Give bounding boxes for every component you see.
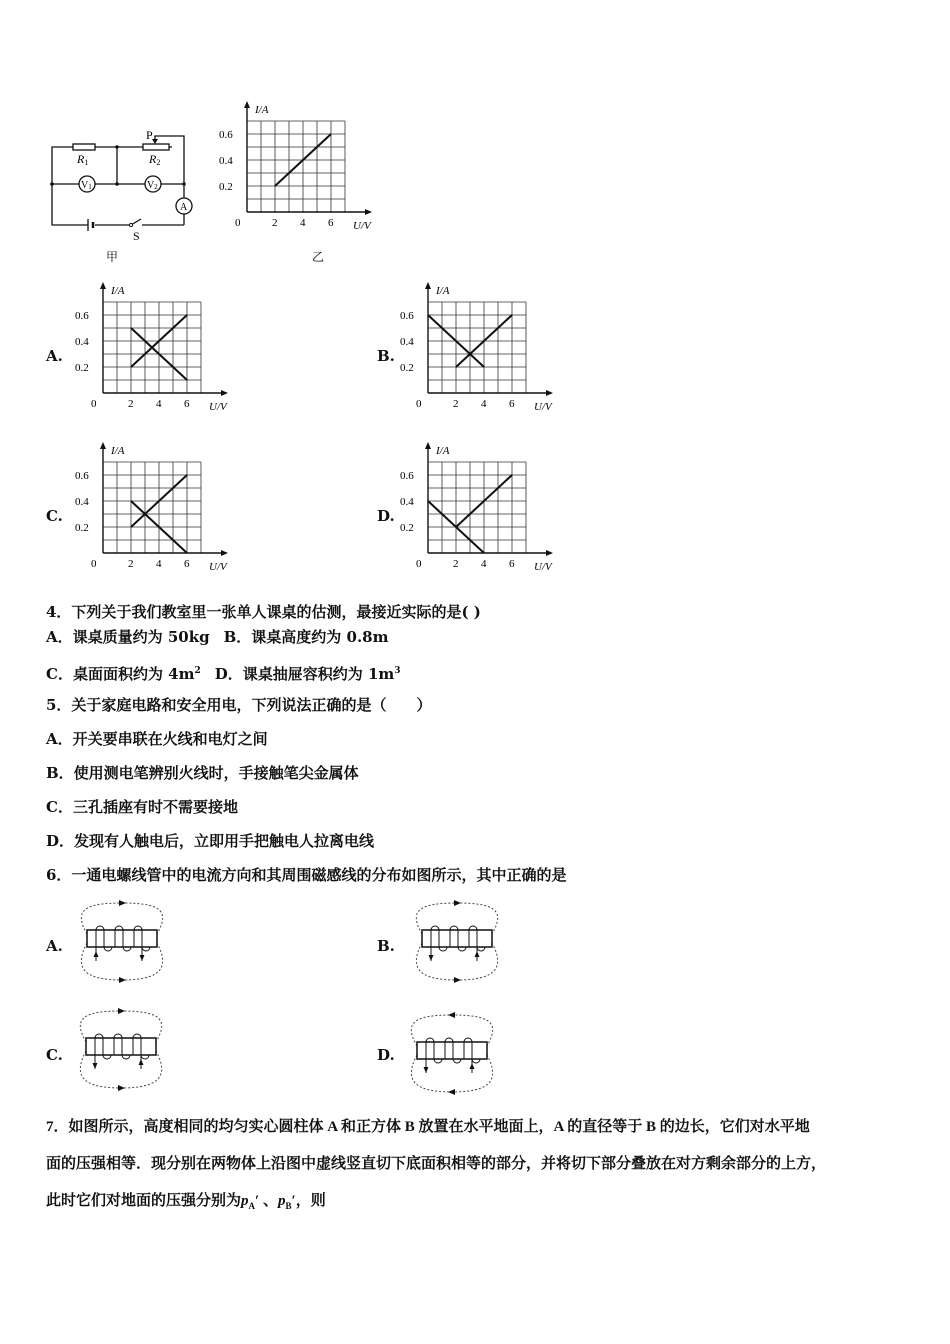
r1-label: R1 — [77, 152, 89, 167]
v2-label: V2 — [147, 180, 158, 191]
current-arrow-up — [139, 1059, 144, 1065]
x-tick-label: 2 — [453, 558, 459, 570]
x-axis-arrow — [365, 209, 372, 215]
field-line-bottom — [80, 1051, 161, 1088]
field-line-bottom — [416, 943, 497, 980]
y-tick-label: 0.2 — [400, 522, 414, 534]
solenoid-core — [86, 1038, 156, 1055]
ammeter-label: A — [180, 202, 188, 213]
current-arrow-up — [470, 1063, 475, 1069]
resistor-r1 — [73, 144, 95, 150]
q5-option-b[interactable]: B．使用测电笔辨别火线时，手接触笔尖金属体 — [46, 764, 359, 782]
q4-option-d[interactable]: D．课桌抽屉容积约为 $1m^3$ — [214, 665, 401, 683]
y-tick-label: 0.6 — [75, 470, 89, 482]
q5-stem: 5．关于家庭电路和安全用电，下列说法正确的是（ ） — [46, 696, 432, 714]
y-axis-label: I/A — [255, 104, 269, 116]
graph-caption: 乙 — [312, 250, 325, 264]
current-arrow-down — [424, 1067, 429, 1073]
y-tick-label: 0.4 — [400, 496, 414, 508]
x-tick-label: 4 — [300, 217, 306, 229]
v1-label: V1 — [81, 180, 92, 191]
q7-line-1: 7．如图所示，高度相同的均匀实心圆柱体 A 和正方体 B 放置在水平地面上，A 的直径等于 B 的边长，它们对水平地 — [46, 1119, 810, 1135]
field-line-bottom — [411, 1055, 492, 1092]
y-axis-label: I/A — [111, 445, 125, 457]
q5-option-a[interactable]: A．开关要串联在火线和电灯之间 — [46, 730, 268, 748]
x-tick-label: 6 — [184, 558, 190, 570]
q5-option-c[interactable]: C．三孔插座有时不需要接地 — [46, 798, 238, 816]
current-arrow-down — [429, 955, 434, 961]
q6-option-a[interactable]: A. — [46, 937, 63, 955]
y-axis-label: I/A — [436, 445, 450, 457]
x-axis-arrow — [546, 390, 553, 396]
x-tick-label: 0 — [91, 558, 97, 570]
circuit-caption: 甲 — [106, 250, 119, 264]
field-arrow-bottom — [448, 1089, 455, 1095]
y-tick-label: 0.4 — [400, 336, 414, 348]
field-arrow-top — [119, 900, 126, 906]
iu-graph-option-a — [73, 281, 233, 416]
x-tick-label: 2 — [272, 217, 278, 229]
solenoid-core — [422, 930, 492, 947]
current-arrow-up — [475, 951, 480, 957]
x-tick-label: 4 — [156, 398, 162, 410]
x-tick-label: 6 — [184, 398, 190, 410]
y-tick-label: 0.6 — [400, 310, 414, 322]
current-arrow-up — [94, 951, 99, 957]
field-arrow-top — [454, 900, 461, 906]
q3-option-c[interactable]: C. — [46, 507, 63, 525]
y-tick-label: 0.4 — [219, 155, 233, 167]
y-tick-label: 0.2 — [219, 181, 233, 193]
q4-options-ab — [46, 627, 389, 647]
x-axis-arrow — [546, 550, 553, 556]
field-arrow-bottom — [454, 977, 461, 983]
field-arrow-bottom — [118, 1085, 125, 1091]
y-tick-label: 0.2 — [75, 522, 89, 534]
solenoid-figure-c — [74, 1008, 174, 1093]
q4-option-c[interactable]: C．桌面面积约为 $4m^2$ — [46, 665, 201, 683]
y-tick-label: 0.6 — [75, 310, 89, 322]
field-arrow-top — [448, 1012, 455, 1018]
x-tick-label: 0 — [91, 398, 97, 410]
q3-option-d[interactable]: D. — [377, 507, 395, 525]
y-tick-label: 0.6 — [400, 470, 414, 482]
solenoid-figure-b — [410, 900, 510, 985]
y-tick-label: 0.2 — [400, 362, 414, 374]
q4-options-cd — [46, 661, 401, 684]
r2-label: R2 — [149, 152, 161, 167]
q6-option-c[interactable]: C. — [46, 1046, 63, 1064]
field-line-bottom — [81, 943, 162, 980]
x-tick-label: 6 — [509, 558, 515, 570]
y-axis-label: I/A — [436, 285, 450, 297]
q7-line-3: 此时它们对地面的压强分别为$p_A'$ 、$p_B'$，则 — [46, 1193, 326, 1211]
x-tick-label: 0 — [416, 398, 422, 410]
q4-option-b[interactable]: B．课桌高度约为 0.8m — [223, 628, 389, 646]
switch-label: S — [133, 229, 140, 243]
q5-option-d[interactable]: D．发现有人触电后，立即用手把触电人拉离电线 — [46, 832, 375, 850]
x-tick-label: 6 — [509, 398, 515, 410]
y-tick-label: 0.2 — [75, 362, 89, 374]
q3-option-a[interactable]: A. — [46, 347, 63, 365]
y-tick-label: 0.6 — [219, 129, 233, 141]
x-axis-label: U/V — [209, 561, 227, 573]
y-axis-arrow — [425, 282, 431, 289]
q4-stem: 4．下列关于我们教室里一张单人课桌的估测，最接近实际的是( ) — [46, 603, 481, 621]
x-axis-label: U/V — [534, 561, 552, 573]
y-axis-arrow — [425, 442, 431, 449]
y-tick-label: 0.4 — [75, 336, 89, 348]
solenoid-core — [87, 930, 157, 947]
solenoid-figure-d — [405, 1012, 505, 1097]
y-axis-arrow — [100, 442, 106, 449]
x-axis-label: U/V — [534, 401, 552, 413]
q3-option-b[interactable]: B. — [377, 347, 395, 365]
x-tick-label: 6 — [328, 217, 334, 229]
circuit-diagram — [40, 95, 210, 245]
x-axis-arrow — [221, 550, 228, 556]
q7-line-2: 面的压强相等．现分别在两物体上沿图中虚线竖直切下底面积相等的部分，并将切下部分叠放在对方剩余部分的上方， — [46, 1156, 827, 1172]
y-axis-arrow — [100, 282, 106, 289]
y-tick-label: 0.4 — [75, 496, 89, 508]
q6-option-b[interactable]: B. — [377, 937, 395, 955]
q4-option-a[interactable]: A．课桌质量约为 50kg — [46, 628, 210, 646]
current-arrow-down — [140, 955, 145, 961]
field-arrow-bottom — [119, 977, 126, 983]
solenoid-figure-a — [75, 900, 175, 985]
x-tick-label: 0 — [416, 558, 422, 570]
iu-graph-option-b — [398, 281, 558, 416]
x-tick-label: 2 — [453, 398, 459, 410]
solenoid-core — [417, 1042, 487, 1059]
iu-graph-option-d — [398, 441, 558, 576]
field-arrow-top — [118, 1008, 125, 1014]
x-axis-label: U/V — [353, 220, 371, 232]
iu-graph-option-c — [73, 441, 233, 576]
x-tick-label: 0 — [235, 217, 241, 229]
x-axis-label: U/V — [209, 401, 227, 413]
x-tick-label: 4 — [481, 398, 487, 410]
rheostat-r2 — [143, 144, 169, 150]
x-tick-label: 2 — [128, 398, 134, 410]
current-arrow-down — [93, 1063, 98, 1069]
x-tick-label: 4 — [156, 558, 162, 570]
slider-p-label: P — [146, 128, 153, 142]
iu-graph-yi — [217, 100, 377, 235]
q6-stem: 6．一通电螺线管中的电流方向和其周围磁感线的分布如图所示，其中正确的是 — [46, 866, 567, 884]
y-axis-label: I/A — [111, 285, 125, 297]
x-tick-label: 4 — [481, 558, 487, 570]
x-axis-arrow — [221, 390, 228, 396]
y-axis-arrow — [244, 101, 250, 108]
x-tick-label: 2 — [128, 558, 134, 570]
q6-option-d[interactable]: D. — [377, 1046, 395, 1064]
